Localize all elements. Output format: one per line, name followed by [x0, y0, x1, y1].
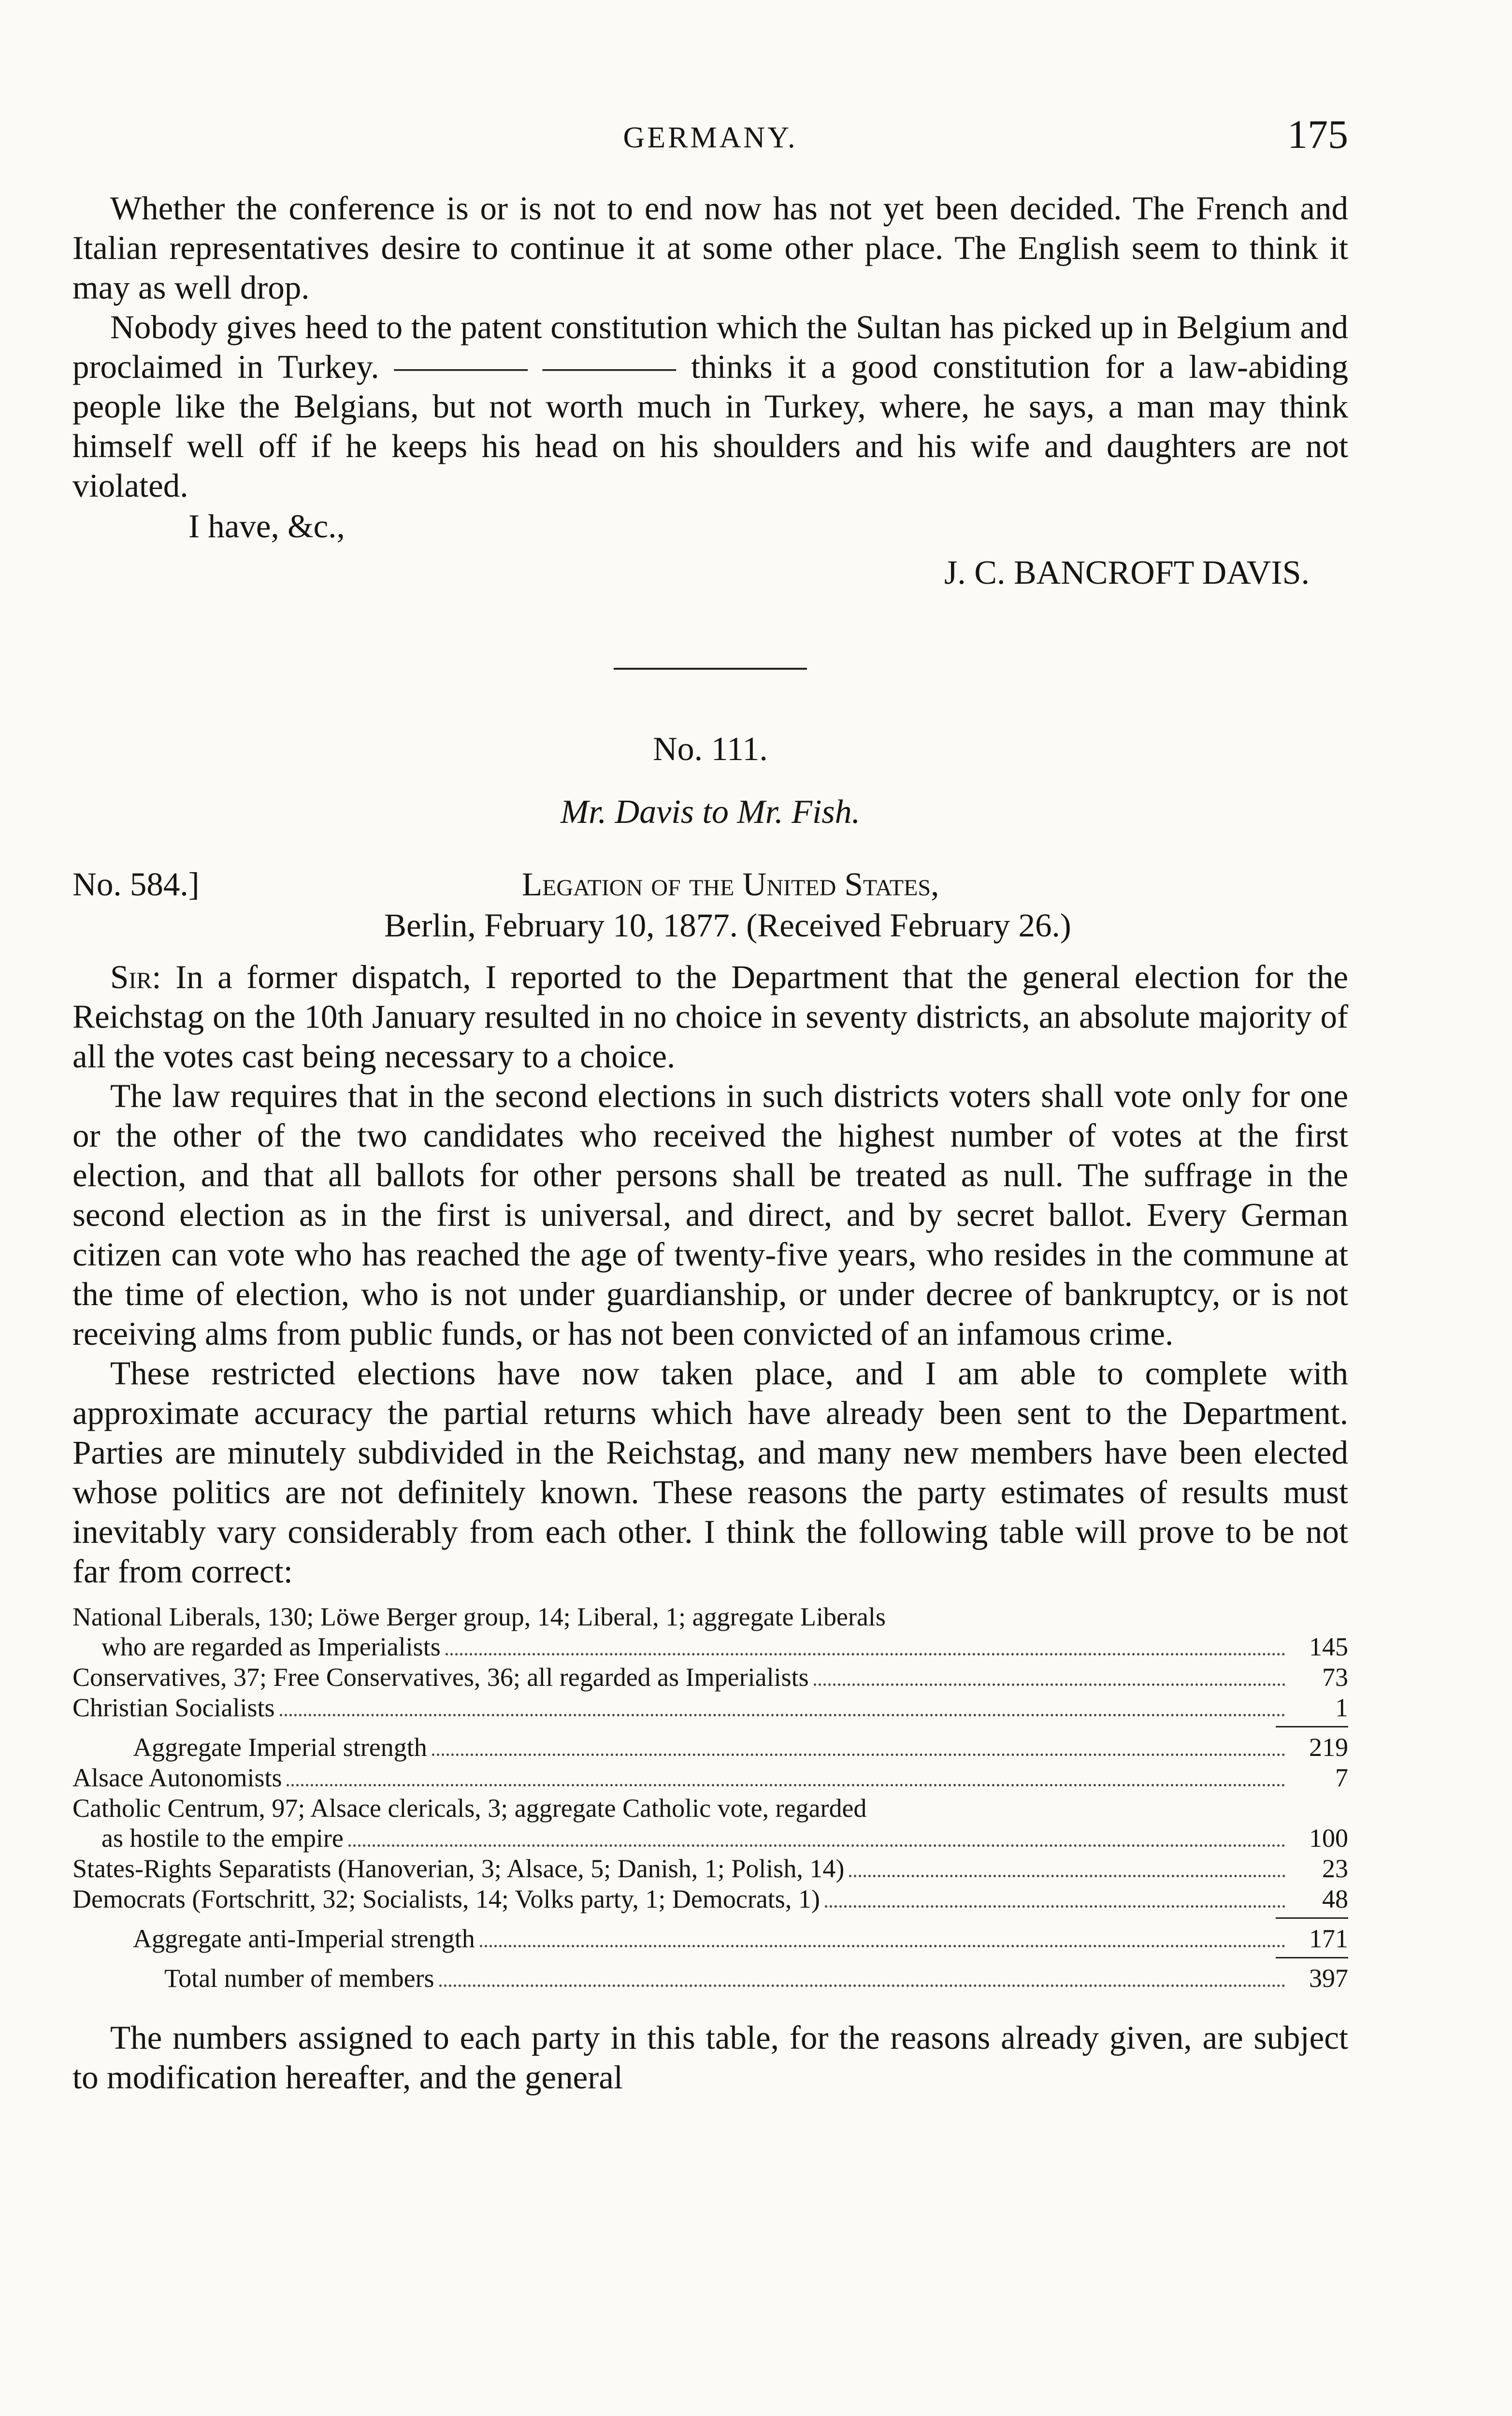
- intro-paragraph-2: Nobody gives heed to the patent constitution which the Sultan has picked up in Belgium and proclaimed in Turkey. ———— ———— thinks it a good constitution for a law-abiding people like the Belgians, but not worth much in Turkey, where, he says, a man may think himself well off if he keeps his head on his shoulders and his wife and daughters are not violated.: [72, 309, 1348, 504]
- table-row: [72, 1602, 1348, 1632]
- legation-line: Legation of the United States,: [522, 866, 939, 903]
- table-row: [72, 1662, 1348, 1693]
- subtotal-label: Aggregate anti-Imperial strength: [133, 1924, 475, 1953]
- table-row: [72, 1693, 1348, 1723]
- row-label: as hostile to the empire: [101, 1824, 344, 1853]
- page-body: [72, 188, 1348, 2097]
- salutation: Sir:: [110, 959, 161, 995]
- dot-leader: [348, 1844, 1285, 1847]
- sum-rule: [1276, 1726, 1348, 1727]
- row-label: National Liberals, 130; Löwe Berger group, 14; Liberal, 1; aggregate Liberals: [72, 1602, 886, 1631]
- total-label: Total number of members: [164, 1964, 434, 1993]
- final-paragraph: The numbers assigned to each party in this table, for the reasons already given, are subject to modification hereafter, and the general: [72, 2019, 1348, 2096]
- section-divider: [614, 668, 807, 670]
- subtotal-value: 219: [1309, 1733, 1348, 1762]
- dot-leader: [825, 1905, 1285, 1908]
- table-row: [72, 1884, 1348, 1914]
- row-value: 73: [1322, 1663, 1348, 1692]
- letter-paragraph-2: The law requires that in the second elections in such districts voters shall vote only for one or the other of the two candidates who received the highest number of votes at the first election, and that all ballots for other persons shall be treated as null. The suffrage in the second election as in the first is universal, and direct, and by secret ballot. Every German citizen can vote who has reached the age of twenty-five years, who resides in the commune at the time of election, who is not under guardianship, or under decree of bankruptcy, or is not receiving alms from public funds, or has not been convicted of an infamous crime.: [72, 1078, 1348, 1352]
- page-number: 175: [1287, 112, 1348, 157]
- row-value: 1: [1335, 1693, 1348, 1722]
- table-row: [72, 1823, 1348, 1854]
- dot-leader: [280, 1714, 1286, 1716]
- signature: J. C. BANCROFT DAVIS.: [944, 554, 1310, 591]
- row-label: Conservatives, 37; Free Conservatives, 36; all regarded as Imperialists: [72, 1663, 809, 1692]
- intro-paragraph-1: Whether the conference is or is not to end now has not yet been decided. The French and Italian representatives desire to continue it at some other place. The English seem to think it may as well drop.: [72, 190, 1348, 306]
- document-number: No. 111.: [653, 731, 768, 768]
- table-row: [72, 1793, 1348, 1823]
- row-label: States-Rights Separatists (Hanoverian, 3; Alsace, 5; Danish, 1; Polish, 14): [72, 1854, 845, 1883]
- dot-leader: [814, 1683, 1285, 1686]
- table-row: [72, 1854, 1348, 1884]
- dot-leader: [480, 1945, 1285, 1947]
- sum-rule: [1276, 1917, 1348, 1919]
- dot-leader: [432, 1754, 1285, 1756]
- dot-leader: [287, 1784, 1285, 1786]
- table-subtotal-row: [72, 1924, 1348, 1954]
- sum-rule: [1276, 1957, 1348, 1958]
- closing-line: I have, &c.,: [188, 508, 345, 545]
- letter-paragraph-1-text: In a former dispatch, I reported to the Department that the general election for the Reichstag on the 10th January resulted in no choice in seventy districts, an absolute majority of all the votes cast being necessary to a choice.: [72, 959, 1349, 1075]
- row-value: 145: [1309, 1632, 1348, 1661]
- table-row: [72, 1632, 1348, 1662]
- row-value: 48: [1322, 1884, 1348, 1913]
- row-label: Catholic Centrum, 97; Alsace clericals, 3; aggregate Catholic vote, regarded: [72, 1794, 867, 1823]
- row-label: who are regarded as Imperialists: [101, 1632, 441, 1661]
- document-subtitle: Mr. Davis to Mr. Fish.: [560, 793, 861, 831]
- dispatch-header: [72, 865, 1348, 957]
- letter-paragraph-3: These restricted elections have now taken place, and I am able to complete with approximate accuracy the partial returns which have already been sent to the Department. Parties are minutely subdivided in the Reichstag, and many new members have been elected whose politics are not definitely known. These reasons the party estimates of results must inevitably vary considerably from each other. I think the following table will prove to be not far from correct:: [72, 1355, 1348, 1590]
- dot-leader: [446, 1653, 1285, 1655]
- row-value: 7: [1335, 1763, 1348, 1792]
- row-label: Alsace Autonomists: [72, 1763, 282, 1792]
- subtotal-value: 171: [1309, 1924, 1348, 1953]
- subtotal-label: Aggregate Imperial strength: [133, 1733, 427, 1762]
- dispatch-number: No. 584.]: [72, 866, 200, 903]
- table-row: [72, 1763, 1348, 1793]
- total-value: 397: [1309, 1964, 1348, 1993]
- row-value: 100: [1309, 1824, 1348, 1853]
- table-total-row: [72, 1963, 1348, 1994]
- row-label: Democrats (Fortschritt, 32; Socialists, 14; Volks party, 1; Democrats, 1): [72, 1884, 820, 1913]
- dot-leader: [849, 1875, 1285, 1877]
- running-header: [72, 111, 1348, 169]
- row-label: Christian Socialists: [72, 1693, 275, 1722]
- table-subtotal-row: [72, 1732, 1348, 1763]
- running-title: GERMANY.: [623, 121, 798, 154]
- dot-leader: [439, 1985, 1285, 1987]
- letter-paragraph-1: [72, 957, 1348, 1076]
- dateline: Berlin, February 10, 1877. (Received February 26.): [384, 907, 1071, 944]
- party-table: [72, 1602, 1348, 1994]
- row-value: 23: [1322, 1854, 1348, 1883]
